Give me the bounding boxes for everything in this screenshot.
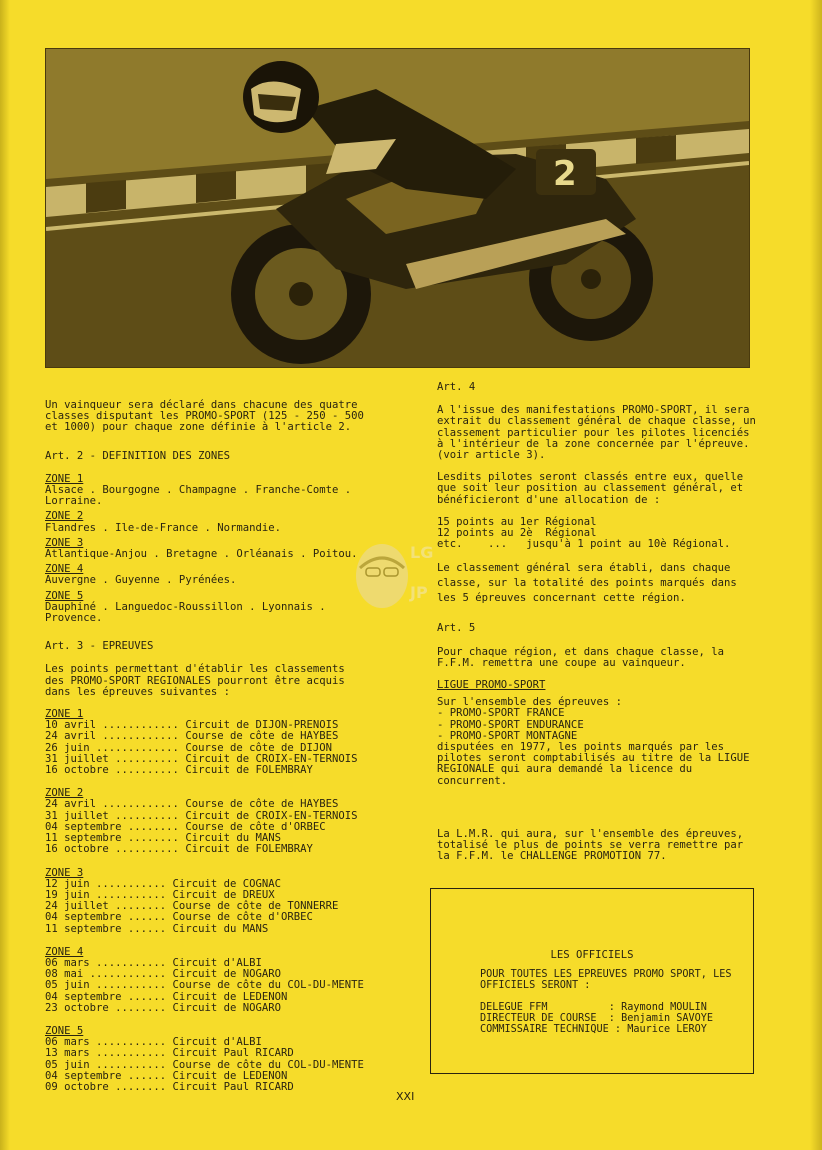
zone-schedule	[45, 709, 375, 776]
zone-schedule-label: ZONE 1	[45, 708, 84, 721]
officials-box	[430, 888, 754, 1074]
zone-def-text: Dauphiné . Languedoc-Roussillon . Lyonnais . Provence.	[45, 600, 326, 625]
page-edge-left	[0, 0, 10, 1150]
official-row: COMMISSAIRE TECHNIQUE : Maurice LEROY	[480, 1024, 707, 1035]
zone-def-text: Alsace . Bourgogne . Champagne . Franche-Comte . Lorraine.	[45, 484, 352, 508]
art4-paragraph-3: Le classement général sera établi, dans chaque classe, sur la totalité des points marqués dans les 5 épreuves concernant cette région.	[437, 562, 737, 605]
event-row: 16 octobre .......... Circuit de FOLEMBRAY	[45, 843, 313, 856]
event-row: 04 septembre ...... Circuit de LEDENON	[45, 1069, 288, 1082]
event-row: 24 juillet ........ Course de côte de TONNERRE	[45, 900, 339, 913]
zone-schedule	[45, 1026, 375, 1093]
event-row: 23 octobre ........ Circuit de NOGARO	[45, 1001, 281, 1014]
points-item: etc. ... jusqu'à 1 point au 10è Régional.	[437, 538, 731, 551]
race-number: 2	[553, 154, 577, 194]
event-row: 16 octobre .......... Circuit de FOLEMBRAY	[45, 764, 313, 777]
zone-schedule-label: ZONE 2	[45, 787, 84, 800]
officials-body	[480, 969, 740, 1035]
points-list	[437, 517, 762, 551]
art4-paragraph-1: A l'issue des manifestations PROMO-SPORT, il sera extrait du classement général de chaque classe, un classement particulier pour les pilotes licenciés à l'intérieur de la zone concernée par l'épreuve. (voir article 3).	[437, 404, 756, 462]
event-row: 26 juin ............. Course de côte de DIJON	[45, 741, 333, 754]
ligue-item: - PROMO-SPORT ENDURANCE	[437, 718, 584, 731]
zone-schedule	[45, 868, 375, 935]
event-row: 12 juin ........... Circuit de COGNAC	[45, 877, 281, 890]
zone-def	[45, 564, 365, 586]
zone-def-text: Flandres . Ile-de-France . Normandie.	[45, 521, 281, 534]
art4-paragraph-2: Lesdits pilotes seront classés entre eux, quelle que soit leur position au classement général, et bénéficieront d'une allocation de :	[437, 471, 744, 506]
zone-schedule	[45, 788, 375, 855]
ligue-title: LIGUE PROMO-SPORT	[437, 679, 546, 692]
zone-def-label: ZONE 3	[45, 536, 84, 549]
art3-intro: Les points permettant d'établir les classements des PROMO-SPORT REGIONALES pourront être acquis dans les épreuves suivantes :	[45, 663, 345, 698]
zone-def	[45, 538, 365, 560]
event-row: 05 juin ........... Course de côte du COL-DU-MENTE	[45, 979, 364, 992]
watermark-stamp	[348, 528, 440, 620]
art2-title: Art. 2 - DEFINITION DES ZONES	[45, 449, 230, 462]
zone-def	[45, 591, 365, 625]
event-row: 24 avril ............ Course de côte de HAYBES	[45, 798, 339, 811]
event-row: 06 mars ........... Circuit d'ALBI	[45, 1036, 262, 1049]
zone-def	[45, 474, 365, 508]
event-row: 04 septembre ........ Course de côte d'ORBEC	[45, 820, 326, 833]
stamp-text-top: LG	[410, 543, 434, 562]
zone-schedule	[45, 947, 375, 1014]
ligue-item: - PROMO-SPORT FRANCE	[437, 707, 565, 720]
officials-title: LES OFFICIELS	[550, 949, 634, 961]
event-row: 11 septembre ...... Circuit du MANS	[45, 922, 269, 935]
event-row: 09 octobre ........ Circuit Paul RICARD	[45, 1080, 294, 1093]
zone-definitions	[45, 474, 365, 624]
event-row: 10 avril ............ Circuit de DIJON-PRENOIS	[45, 719, 339, 732]
art5-paragraph: Pour chaque région, et dans chaque classe, la F.F.M. remettra une coupe au vainqueur.	[437, 645, 725, 669]
zone-def-text: Auvergne . Guyenne . Pyrénées.	[45, 574, 237, 587]
event-row: 04 septembre ...... Course de côte d'ORBEC	[45, 911, 313, 924]
zone-def-label: ZONE 5	[45, 589, 84, 602]
lmr-paragraph: La L.M.R. qui aura, sur l'ensemble des épreuves, totalisé le plus de points se verra remettre par la F.F.M. le CHALLENGE PROMOTION 77.	[437, 827, 744, 863]
points-item: 15 points au 1er Régional	[437, 515, 597, 528]
art4-title: Art. 4	[437, 381, 476, 393]
officials-intro: POUR TOUTES LES EPREUVES PROMO SPORT, LES OFFICIELS SERONT :	[480, 969, 732, 991]
official-row: DELEGUE FFM : Raymond MOULIN	[480, 1002, 707, 1013]
left-column	[45, 400, 365, 1093]
ligue-intro: Sur l'ensemble des épreuves :	[437, 696, 622, 709]
event-row: 31 juillet .......... Circuit de CROIX-EN-TERNOIS	[45, 752, 358, 765]
ligue-item: - PROMO-SPORT MONTAGNE	[437, 729, 578, 742]
zone-schedule-label: ZONE 5	[45, 1024, 84, 1037]
stamp-text-bottom: JP	[410, 583, 428, 602]
event-row: 19 juin ........... Circuit de DREUX	[45, 888, 275, 901]
event-row: 06 mars ........... Circuit d'ALBI	[45, 956, 262, 969]
zone-def-label: ZONE 2	[45, 510, 84, 523]
event-row: 24 avril ............ Course de côte de HAYBES	[45, 730, 339, 743]
ligue-paragraph: disputées en 1977, les points marqués par les pilotes seront comptabilisés au titre de la LIGUE REGIONALE qui aura demandé la licence du concurrent.	[437, 741, 750, 787]
page-edge-right	[810, 0, 822, 1150]
zone-events	[45, 709, 375, 1093]
zone-schedule-label: ZONE 3	[45, 866, 84, 879]
points-item: 12 points au 2è Régional	[437, 527, 597, 540]
event-row: 04 septembre ...... Circuit de LEDENON	[45, 990, 288, 1003]
official-row: DIRECTEUR DE COURSE : Benjamin SAVOYE	[480, 1013, 714, 1024]
event-row: 31 juillet .......... Circuit de CROIX-EN-TERNOIS	[45, 809, 358, 822]
zone-def-label: ZONE 4	[45, 563, 84, 576]
ligue-list	[437, 708, 762, 742]
zone-def-text: Atlantique-Anjou . Bretagne . Orléanais . Poitou.	[45, 548, 358, 561]
event-row: 11 septembre ........ Circuit du MANS	[45, 832, 281, 845]
intro-paragraph: Un vainqueur sera déclaré dans chacune des quatre classes disputant les PROMO-SPORT (125 - 250 - 500 et 1000) pour chaque zone définie à l'article 2.	[45, 399, 364, 434]
right-column	[437, 382, 762, 862]
event-row: 13 mars ........... Circuit Paul RICARD	[45, 1047, 294, 1060]
zone-schedule-label: ZONE 4	[45, 945, 84, 958]
zone-def	[45, 511, 365, 533]
event-row: 08 mai ............ Circuit de NOGARO	[45, 968, 281, 981]
page-number: XXI	[396, 1090, 415, 1103]
motorcycle-photo	[45, 48, 750, 368]
zone-def-label: ZONE 1	[45, 472, 84, 485]
event-row: 05 juin ........... Course de côte du COL-DU-MENTE	[45, 1058, 364, 1071]
art5-title: Art. 5	[437, 622, 476, 635]
art3-title: Art. 3 - EPREUVES	[45, 640, 154, 653]
